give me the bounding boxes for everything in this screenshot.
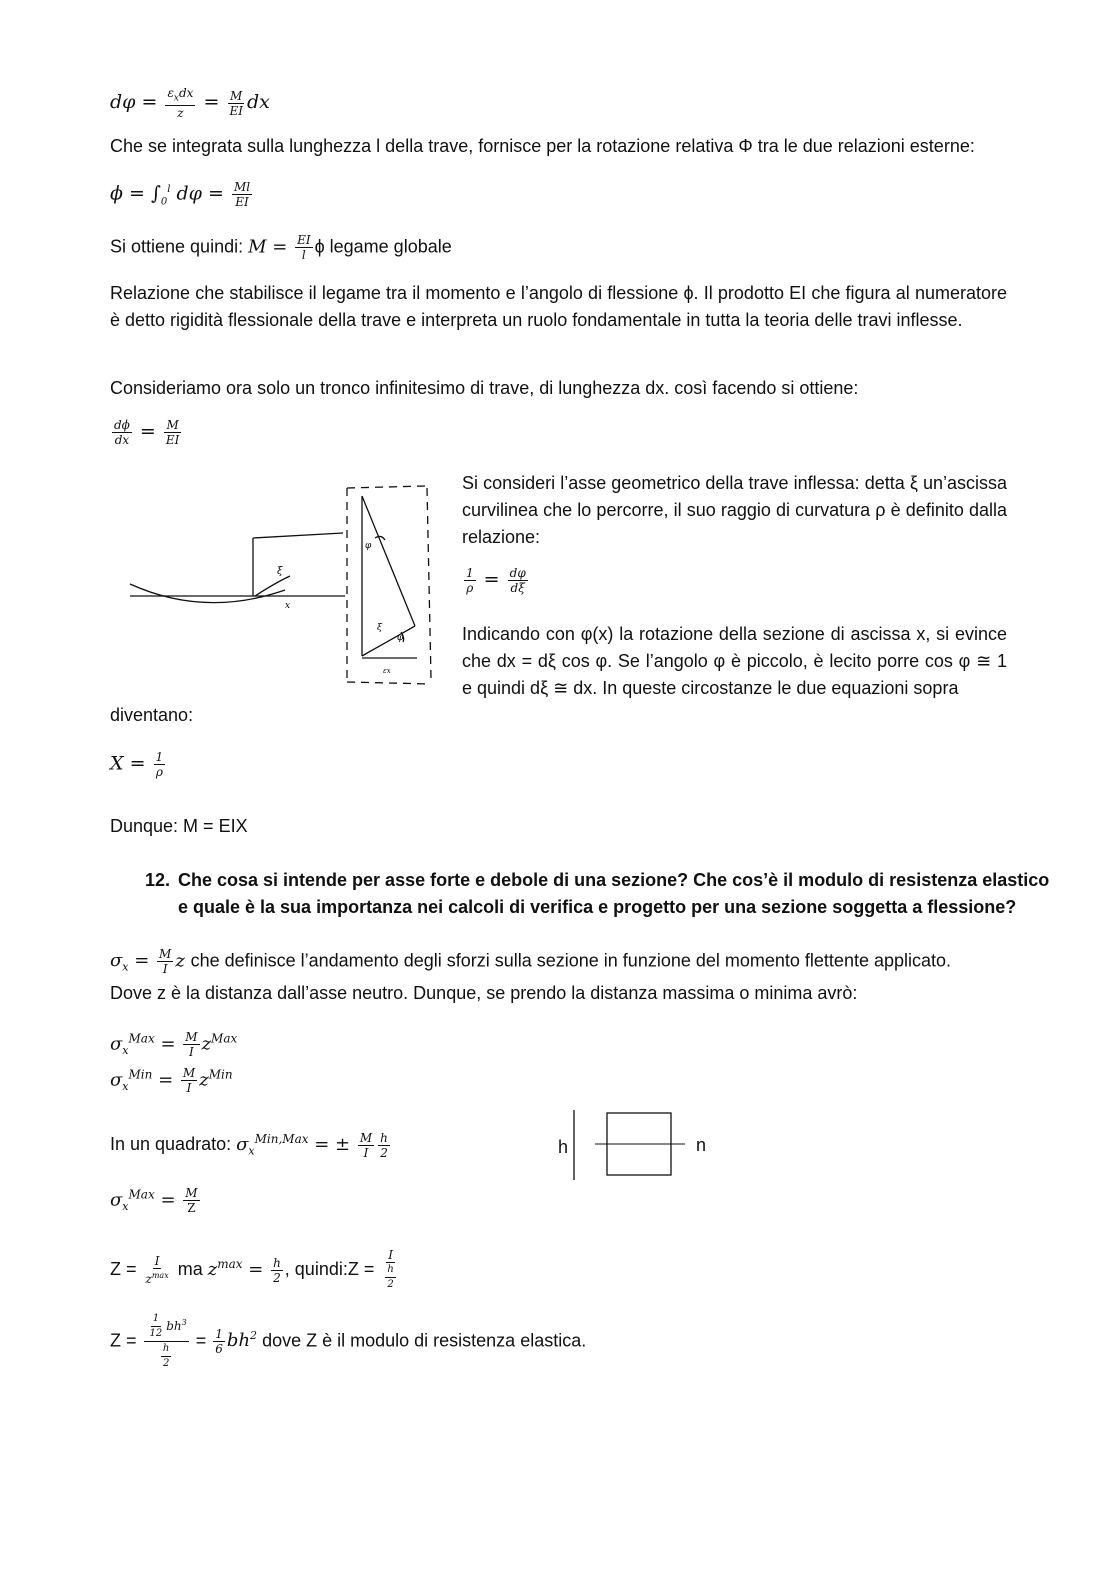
- question-line-1: Che cosa si intende per asse forte e debole di una sezione? Che cos’è il modulo di resistenza elastico: [178, 870, 1050, 890]
- equation-Z-definition: Z = $\frac{I}{z^{max}}$ ma $z^{max}$ = $\frac{h}{2}$ , quindi:Z = $\frac{I}{\frac{h}{2}}$: [110, 1248, 394, 1290]
- paragraph-dunque: Dunque: M = EIX: [110, 816, 248, 836]
- paragraph-indicando: Indicando con φ(x) la rotazione della sezione di ascissa x, si evince che dx = dξ cos φ. Se l’angolo φ è piccolo, è lecito porre cos φ ≅ 1 e quindi dξ ≅ dx. In queste circostanze le due equazioni sopra: [462, 624, 1007, 698]
- paragraph-quadrato: In un quadrato: $\sigma_x^{Min,Max}$ = ± $\frac{M}{I}$ $\frac{h}{2}$: [110, 1130, 388, 1160]
- equation-sigma-min: $\sigma_x^{Min}$ = $\frac{M}{I}$ $z^{Min}$: [110, 1066, 233, 1095]
- diagram-label-xi: ξ: [277, 566, 283, 577]
- paragraph-consideriamo: Consideriamo ora solo un tronco infinitesimo di trave, di lunghezza dx. così facendo si ottiene:: [110, 378, 859, 398]
- paragraph-integrata: Che se integrata sulla lunghezza l della trave, fornisce per la rotazione relativa Φ tra le due relazioni esterne:: [110, 136, 975, 156]
- equation-phi-integral: $\phi = \int_0^l$ dφ = $\frac{Ml}{EI}$: [110, 180, 251, 209]
- equation-sigma-max-Z: $\sigma_x^{Max}$ = $\frac{M}{Z}$: [110, 1186, 198, 1215]
- equation-sigma-max: $\sigma_x^{Max}$ = $\frac{M}{I}$ $z^{Max}$: [110, 1030, 238, 1059]
- equation-curvature: $\frac{1}{\rho}$ = $\frac{d\varphi}{d\xi}$: [466, 566, 526, 595]
- diagram-label-phi: φ: [365, 541, 372, 551]
- equation-dphi-dx: $\frac{d\phi}{dx}$ = $\frac{M}{EI}$: [114, 418, 180, 447]
- equation-Z-final: Z = $\frac{1}{12}$ $bh^3$ $\frac{h}{2}$ = $\frac{1}{6}$ $bh^2$ dove Z è il modulo di resistenza elastica.: [110, 1313, 587, 1369]
- beam-curvature-diagram: [125, 478, 440, 693]
- square-section-figure: [570, 1108, 695, 1183]
- paragraph-asse: Si consideri l’asse geometrico della trave inflessa: detta ξ un’ascissa curvilinea che lo percorre, il suo raggio di curvatura ρ è definito dalla relazione:: [462, 473, 1007, 547]
- question-line-2: e quale è la sua importanza nei calcoli di verifica e progetto per una sezione soggetta a flessione?: [178, 897, 1017, 917]
- paragraph-si-ottiene: Si ottiene quindi: M = $\frac{EI}{l}$ ϕ legame globale: [110, 233, 452, 262]
- diagram-label-phi-2: φ: [397, 633, 404, 643]
- paragraph-sigma: $\sigma_x$ = $\frac{M}{I}$ z che definisce l’andamento degli sforzi sulla sezione in funzione del momento flettente applicato.: [110, 947, 952, 976]
- diagram-label-eix: εx: [383, 667, 391, 675]
- diagram-label-x: x: [285, 601, 291, 611]
- diagram-label-xi-2: ξ: [377, 623, 382, 633]
- figure-label-n: n: [696, 1135, 707, 1155]
- equation-dphi: dφ = $\frac{\varepsilon_xdx}{z}$ = $\frac{M}{EI}$ dx: [110, 86, 270, 121]
- paragraph-relazione: Relazione che stabilisce il legame tra il momento e l’angolo di flessione ϕ. Il prodotto EI che figura al numeratore è detto rigidità flessionale della trave e interpreta un ruolo fondamentale in tutta la teoria delle travi inflesse.: [110, 283, 1007, 330]
- equation-chi: X = $\frac{1}{\rho}$: [110, 750, 164, 779]
- paragraph-dove: Dove z è la distanza dall’asse neutro. Dunque, se prendo la distanza massima o minima avrò:: [110, 983, 858, 1003]
- paragraph-diventano: diventano:: [110, 705, 194, 725]
- figure-label-h: h: [558, 1137, 569, 1157]
- question-number: 12.: [145, 870, 171, 890]
